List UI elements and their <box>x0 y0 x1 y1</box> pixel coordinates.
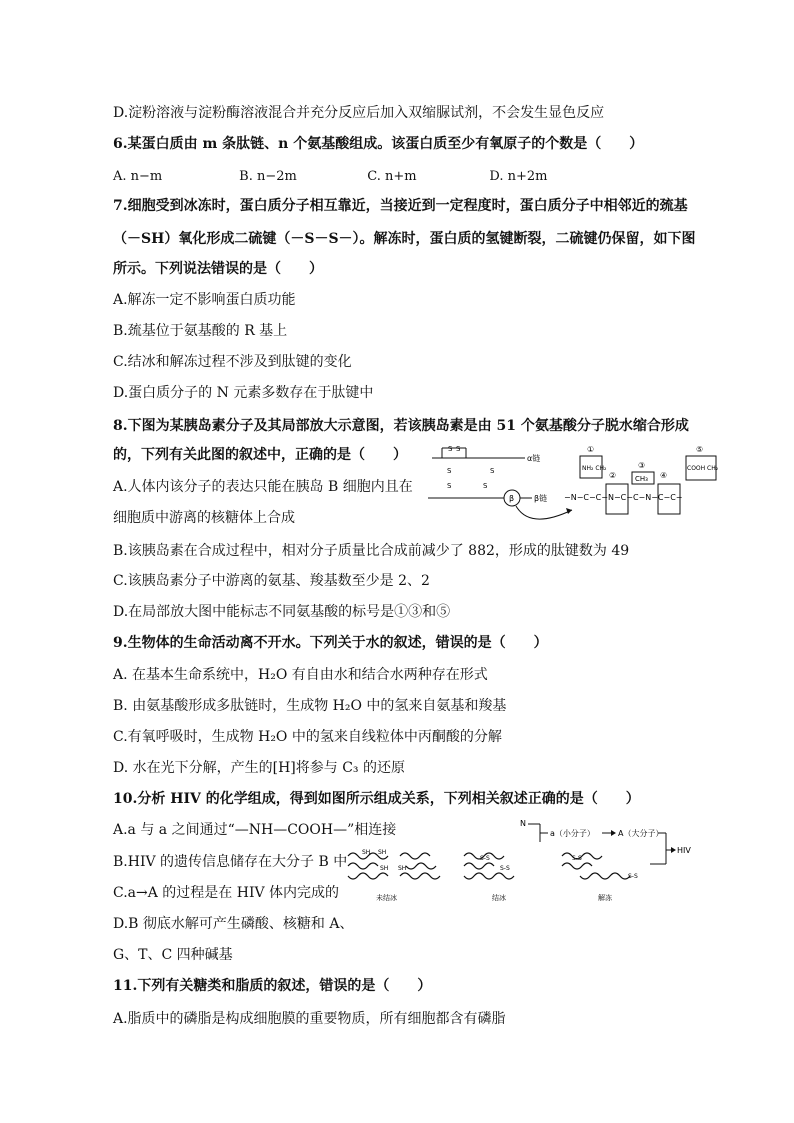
question-9-option-a: A. 在基本生命系统中，H₂O 有自由水和结合水两种存在形式 <box>113 667 488 683</box>
question-8-option-a: A.人体内该分子的表达只能在胰岛 B 细胞内且在 <box>113 479 413 495</box>
ss-left: S <box>448 445 453 453</box>
sh-3: SH <box>380 865 389 872</box>
question-9: 9.生物体的生命活动离不开水。下列关于水的叙述，错误的是（ ） <box>113 635 548 651</box>
question-10-option-c: C.a→A 的过程是在 HIV 体内完成的 <box>113 885 340 901</box>
stage-thawed: 解冻 <box>598 894 612 902</box>
question-7: 7.细胞受到冰冻时，蛋白质分子相互靠近，当接近到一定程度时，蛋白质分子中相邻近的巯基 <box>113 198 688 214</box>
beta-symbol: β <box>509 494 515 503</box>
question-7-line3: 所示。下列说法错误的是（ ） <box>113 261 323 277</box>
beta-label: β链 <box>534 494 548 503</box>
mark-5: ⑤ <box>696 445 704 454</box>
ss-d: S-S <box>628 873 638 880</box>
ss-c: S-S <box>572 855 582 862</box>
question-7-line2: （－SH）氧化形成二硫键（－S－S－）。解冻时，蛋白质的氢键断裂，二硫键仍保留，如下图 <box>113 231 696 247</box>
sh-2: SH <box>378 849 387 856</box>
r-group-2: CH₃ <box>635 475 648 483</box>
ss-1: S <box>447 467 452 475</box>
option-d-starch: D.淀粉溶液与淀粉酶溶液混合并充分反应后加入双缩脲试剂，不会发生显色反应 <box>113 105 605 121</box>
backbone: −N−C−C−N−C−C−N−C−C− <box>564 493 683 502</box>
hiv-label: HIV <box>677 846 691 855</box>
sh-4: SH <box>398 865 407 872</box>
mark-2: ② <box>609 471 617 480</box>
ss-right: S <box>456 445 461 453</box>
question-8-option-b: B.该胰岛素在合成过程中，相对分子质量比合成前减少了 882，形成的肽键数为 49 <box>113 543 630 559</box>
question-8-option-a-line2: 细胞质中游离的核糖体上合成 <box>113 510 295 526</box>
option-c: C. n+m <box>367 169 417 184</box>
question-7-option-c: C.结冰和解冻过程不涉及到肽键的变化 <box>113 354 352 370</box>
question-8: 8.下图为某胰岛素分子及其局部放大示意图，若该胰岛素是由 51 个氨基酸分子脱水缩合形成 <box>113 418 689 434</box>
ss-a: S-S <box>480 855 490 862</box>
question-10-option-b: B.HIV 的遗传信息储存在大分子 B 中 <box>113 854 348 870</box>
r-group-1: NH₂ CH₂ <box>582 465 607 472</box>
question-11: 11.下列有关糖类和脂质的叙述，错误的是（ ） <box>113 978 432 994</box>
a-large-label: A（大分子） <box>618 829 664 838</box>
question-10-option-d-line2: G、T、C 四种碱基 <box>113 947 233 963</box>
mark-4: ④ <box>660 471 668 480</box>
option-b: B. n−2m <box>239 169 297 184</box>
ss-4: S <box>483 482 488 490</box>
hiv-freezing-figure <box>340 812 700 904</box>
question-10-option-d: D.B 彻底水解可产生磷酸、核糖和 A、 <box>113 916 354 932</box>
question-9-option-d: D. 水在光下分解，产生的[H]将参与 C₃ 的还原 <box>113 760 405 776</box>
question-6: 6.某蛋白质由 m 条肽链、n 个氨基酸组成。该蛋白质至少有氧原子的个数是（ ） <box>113 136 644 152</box>
question-10-option-a: A.a 与 a 之间通过“—NH—COOH—”相连接 <box>113 822 397 838</box>
question-8-option-c: C.该胰岛素分子中游离的氨基、羧基数至少是 2、2 <box>113 573 430 589</box>
question-6-options <box>113 168 548 186</box>
ss-3: S <box>490 467 495 475</box>
alpha-label: α链 <box>527 454 541 463</box>
stage-unfrozen: 未结冰 <box>376 894 397 902</box>
question-7-option-a: A.解冻一定不影响蛋白质功能 <box>113 292 296 308</box>
mark-1: ① <box>587 445 595 454</box>
r-group-3: COOH CH₂ <box>687 465 719 472</box>
sh-1: SH <box>362 849 371 856</box>
question-11-option-a: A.脂质中的磷脂是构成细胞膜的重要物质，所有细胞都含有磷脂 <box>113 1011 506 1027</box>
question-7-option-b: B.巯基位于氨基酸的 R 基上 <box>113 323 288 339</box>
insulin-figure <box>420 440 730 532</box>
option-a: A. n−m <box>113 169 163 184</box>
question-10: 10.分析 HIV 的化学组成，得到如图所示组成关系，下列相关叙述正确的是（ ） <box>113 791 640 807</box>
ss-b: S-S <box>500 865 510 872</box>
n-label: N <box>520 819 526 828</box>
question-9-option-b: B. 由氨基酸形成多肽链时，生成物 H₂O 中的氢来自氨基和羧基 <box>113 698 507 714</box>
question-8-option-d: D.在局部放大图中能标志不同氨基酸的标号是①③和⑤ <box>113 604 451 620</box>
mark-3: ③ <box>638 461 646 470</box>
ss-2: S <box>447 482 452 490</box>
stage-frozen: 结冰 <box>492 894 506 902</box>
question-9-option-c: C.有氧呼吸时，生成物 H₂O 中的氢来自线粒体中丙酮酸的分解 <box>113 729 502 745</box>
option-d: D. n+2m <box>489 169 548 184</box>
a-small-label: a（小分子） <box>550 829 595 838</box>
question-8-line2: 的，下列有关此图的叙述中，正确的是（ ） <box>113 447 407 463</box>
question-7-option-d: D.蛋白质分子的 N 元素多数存在于肽键中 <box>113 385 374 401</box>
